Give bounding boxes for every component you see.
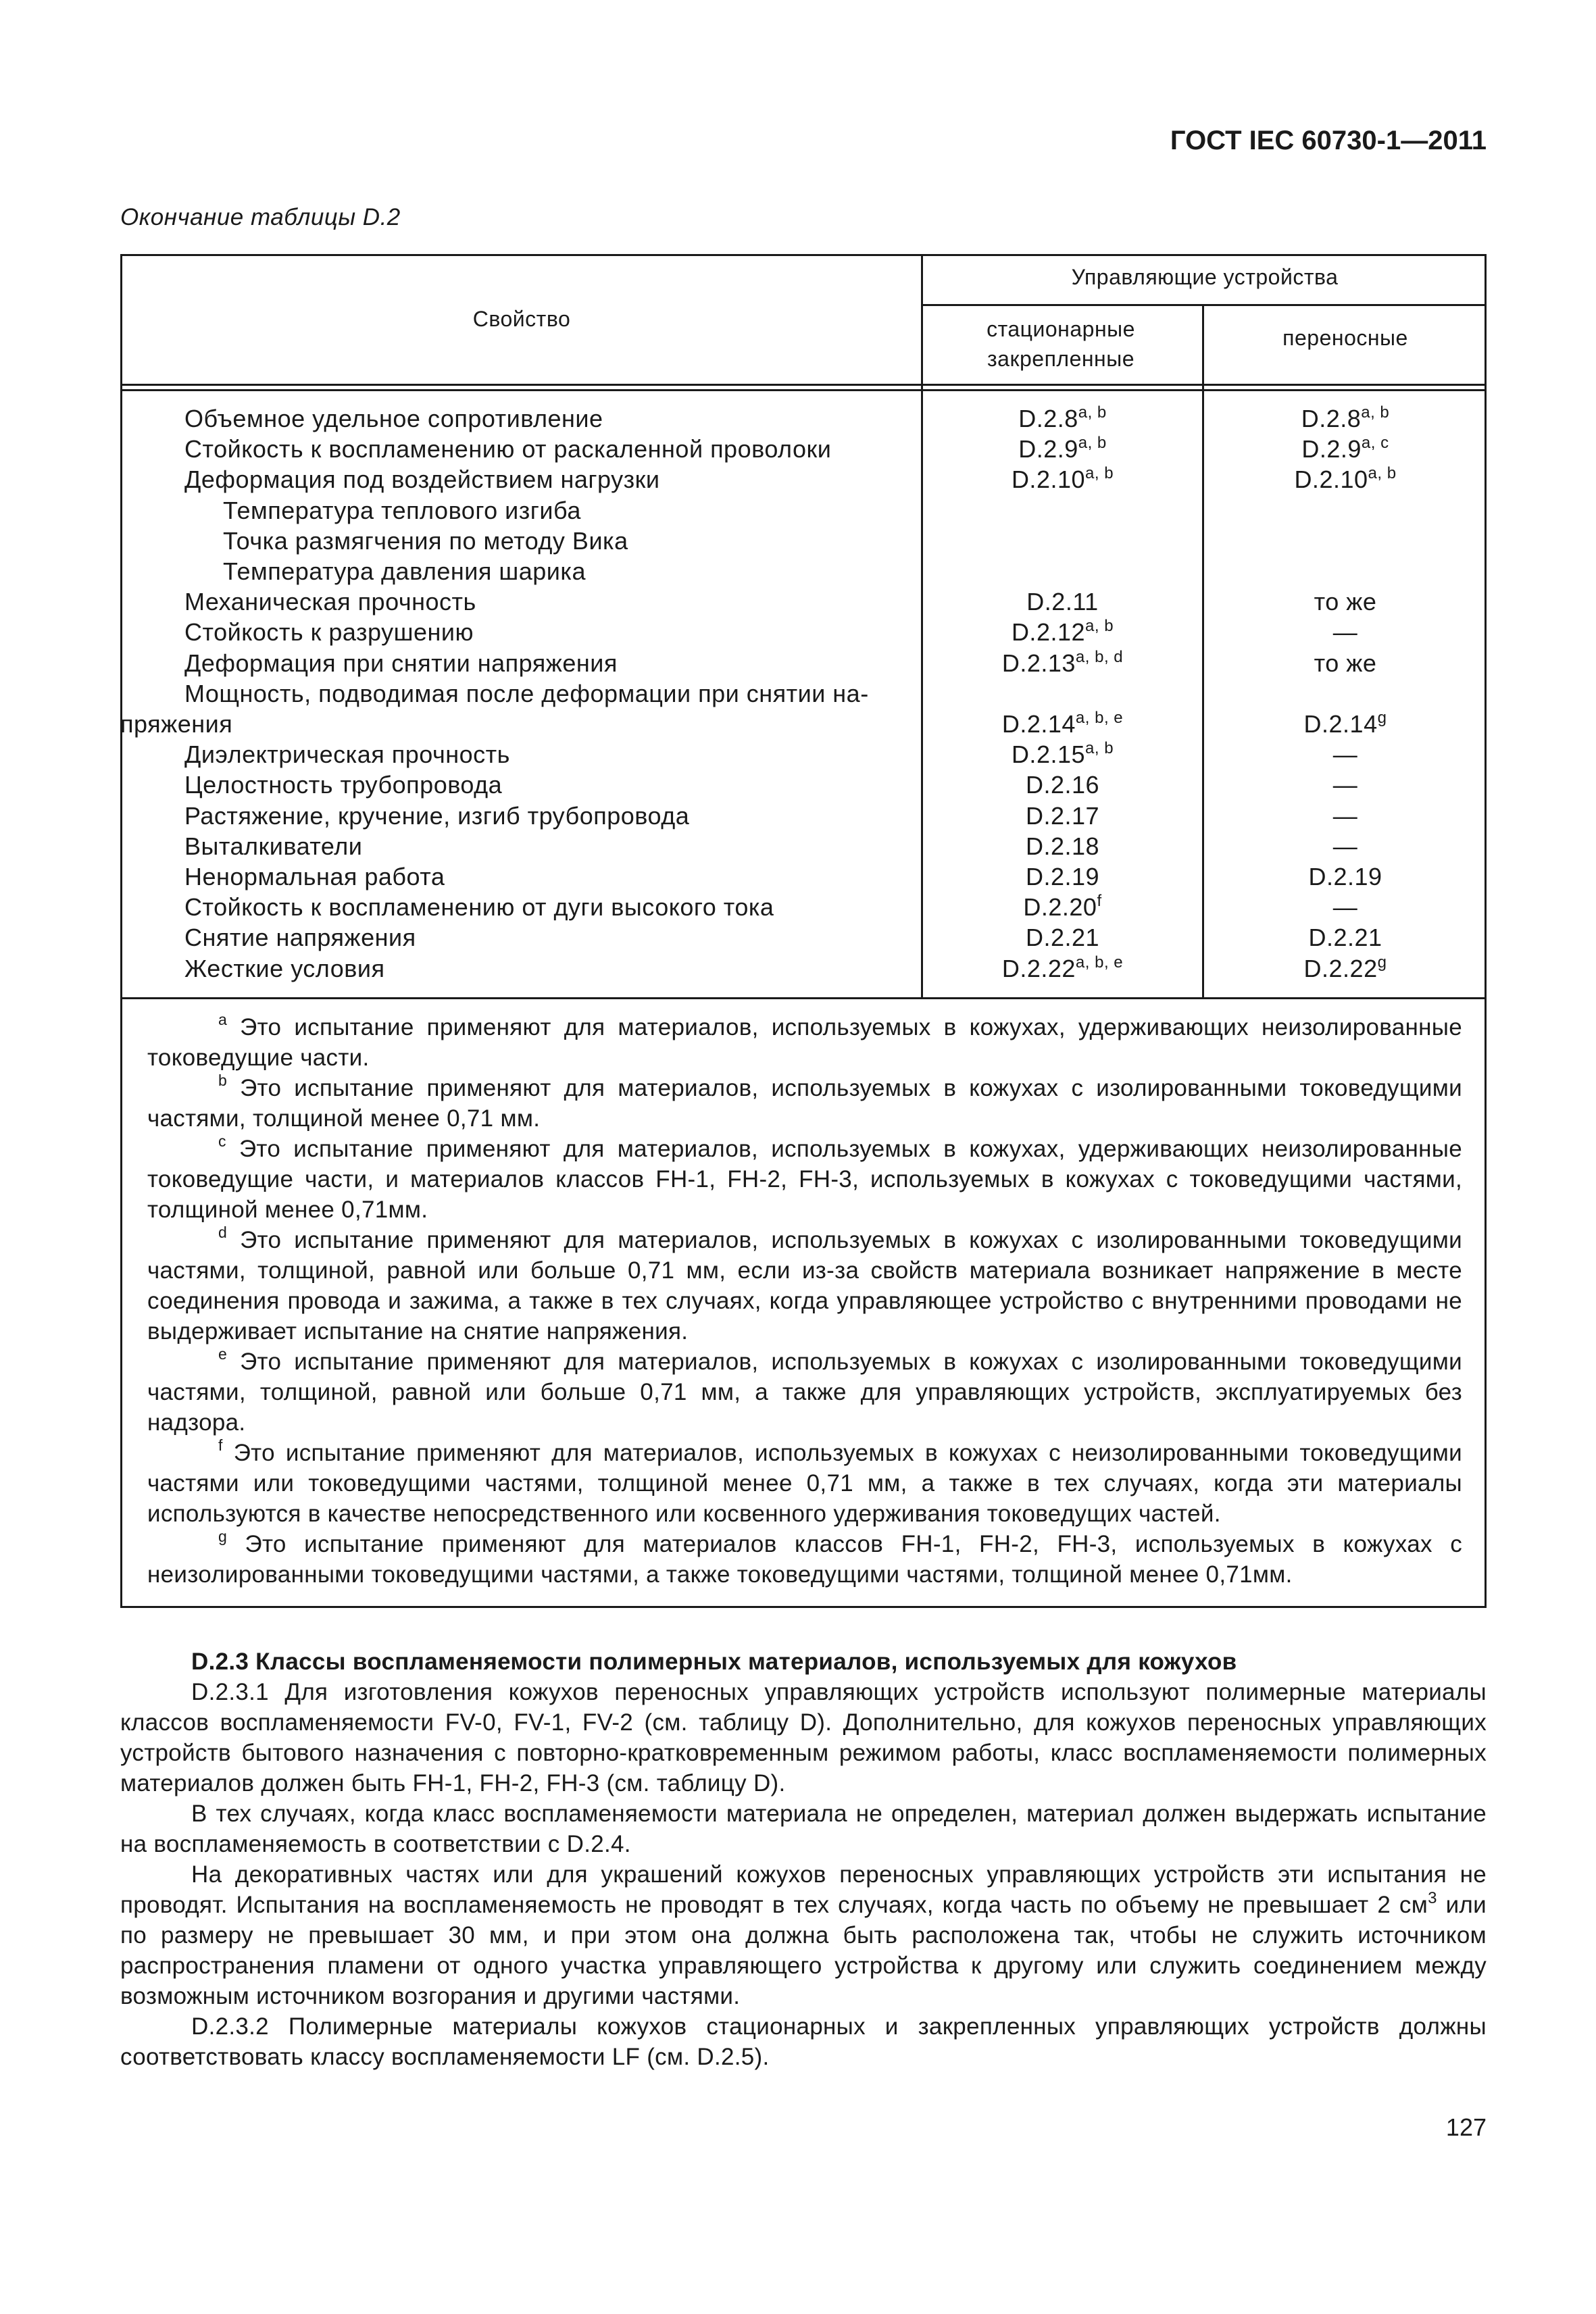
table-row-label: Стойкость к разрушению [184,618,474,646]
footnote-mark: c [218,1132,226,1150]
footnote-mark: b [218,1072,228,1089]
cell-value: D.2.10 [1294,466,1368,493]
cell-value: D.2.10 [1011,466,1086,493]
table-row-label: Выталкиватели [184,832,363,860]
section-heading: D.2.3 Классы воспламеняемости полимерных материалов, используемых для кожухов [191,1649,1237,1675]
table-cell-fixed [923,922,1202,953]
header-group: Управляющие устройства [1071,265,1339,289]
cell-value: D.2.8 [1301,405,1362,432]
table-cell-portable [1204,709,1487,739]
table-cell-fixed [923,648,1202,678]
cell-footnote-mark: a, b [1368,464,1397,482]
cell-value: D.2.11 [1026,588,1099,615]
cell-value: то же [1314,649,1377,677]
cell-value: — [1332,771,1358,799]
table-row-label: Точка размягчения по методу Вика [223,527,628,555]
section-body [120,1646,1487,2072]
table-divider-header [120,384,1487,386]
cell-value: D.2.21 [1025,924,1100,951]
table-cell-fixed [923,801,1202,831]
footnote-mark: g [218,1528,228,1545]
cell-footnote-mark: f [1097,892,1102,910]
table-cell-portable [1204,922,1487,953]
table-cell-portable [1204,617,1487,647]
table-divider-group [921,304,1487,306]
cell-value: то же [1314,588,1377,615]
cell-value: D.2.14 [1001,710,1076,738]
table-row-label: Температура теплового изгиба [223,497,581,524]
table-cell-portable [1204,892,1487,922]
cell-value: D.2.9 [1301,435,1362,463]
table-cell-portable [1204,953,1487,984]
table-row-label: Снятие напряжения [184,924,416,951]
table-row-label: Мощность, подводимая после деформации при снятии на- [184,680,869,707]
table-cell-fixed [923,617,1202,647]
footnote-mark: a [218,1011,228,1028]
table-cell-portable [1204,861,1487,892]
cell-value: — [1332,802,1358,830]
footnote [147,1012,1462,1073]
paragraph: D.2.3.2 Полимерные материалы кожухов стационарных и закрепленных управляющих устройств должны соответствовать классу воспламеняемости LF (см. D.2.5). [120,2013,1487,2070]
cell-value: D.2.15 [1011,740,1086,768]
cell-value: D.2.22 [1001,955,1076,982]
footnote-text: Это испытание применяют для материалов, используемых в кожухах, удерживающих неизолированные токоведущие части, и материалов классов FH-1, FH-2, FH-3, используемых в кожухах с токоведущими частями, толщиной менее 0,71мм. [147,1136,1462,1223]
document-header-title: ГОСТ IEC 60730-1—2011 [1170,126,1487,155]
table-cell-portable [1204,831,1487,861]
page-number: 127 [1445,2113,1487,2141]
table-footnotes [147,1012,1462,1590]
table-cell-portable [1204,648,1487,678]
cell-value: D.2.19 [1025,863,1100,890]
table-row-label: Деформация под воздействием нагрузки [184,466,660,493]
paragraph-part: или по размеру не превышает 30 мм, и при этом она должна быть расположена так, чтобы не служить источником распространения пламени от одного участка управляющего устройства к другому или служить соединением между возможным источником возгорания и другими частями. [120,1892,1487,2009]
table-row-label: Жесткие условия [184,955,385,982]
cell-value: D.2.21 [1308,924,1382,951]
footnote [147,1438,1462,1529]
footnote-mark: e [218,1345,228,1363]
cell-value: — [1332,618,1358,646]
paragraph [120,1859,1487,2011]
table-row-label: Стойкость к воспламенению от раскаленной проволоки [184,435,832,463]
table-cell-fixed [923,861,1202,892]
table-row-label: Стойкость к воспламенению от дуги высокого тока [184,893,774,921]
cell-footnote-mark: a, b, d [1075,648,1124,666]
cell-footnote-mark: g [1377,953,1387,972]
table-caption: Окончание таблицы D.2 [120,204,401,230]
cell-value: D.2.22 [1303,955,1378,982]
table-cell-portable [1204,464,1487,495]
footnote-text: Это испытание применяют для материалов, используемых в кожухах с изолированными токоведущими частями, толщиной, равной или больше 0,71 мм, если из-за свойств материала возникает напряжение в месте соединения провода и зажима, а также в тех случаях, когда управляющее устройство с внутренними проводами не выдерживает испытание на снятие напряжения. [147,1227,1462,1344]
table-cell-portable [1204,770,1487,800]
table-cell-fixed [923,464,1202,495]
table-row-label: Температура давления шарика [223,557,586,585]
table-row-label: Диэлектрическая прочность [184,740,510,768]
paragraph: В тех случаях, когда класс воспламеняемости материала не определен, материал должен выдержать испытание на воспламеняемость в соответствии с D.2.4. [120,1801,1487,1857]
cell-footnote-mark: a, b [1085,739,1114,757]
table-cell-fixed [923,892,1202,922]
table-cell-fixed [923,586,1202,617]
cell-value: D.2.16 [1025,771,1100,799]
footnote [147,1529,1462,1590]
table-row-label: Целостность трубопровода [184,771,503,799]
cell-value: — [1332,893,1358,921]
cell-footnote-mark: a, b [1078,403,1107,422]
paragraph: D.2.3.1 Для изготовления кожухов переносных управляющих устройств используют полимерные материалы классов воспламеняемости FV-0, FV-1, FV-2 (см. таблицу D). Дополнительно, для кожухов переносных управляющих устройств бытового назначения с повторно-кратковременным режимом работы, класс воспламеняемости полимерных материалов должен быть FH-1, FH-2, FH-3 (см. таблицу D). [120,1679,1487,1796]
footnote [147,1134,1462,1225]
cell-footnote-mark: a, c [1361,434,1389,452]
table-cell-fixed [923,739,1202,770]
table-divider-header-2 [120,389,1487,391]
table-row-label: Механическая прочность [184,588,476,615]
table-cell-fixed [923,831,1202,861]
cell-footnote-mark: a, b, e [1075,709,1124,727]
footnote-text: Это испытание применяют для материалов, используемых в кожухах с изолированными токоведущими частями, толщиной менее 0,71 мм. [147,1075,1462,1132]
table-cell-portable [1204,801,1487,831]
superscript: 3 [1428,1889,1437,1907]
header-property: Свойство [472,307,571,331]
cell-footnote-mark: a, b [1361,403,1390,422]
cell-value: — [1332,832,1358,860]
table-cell-fixed [923,709,1202,739]
table-divider-footnotes [120,997,1487,999]
cell-value: D.2.19 [1308,863,1382,890]
table-row-label: пряжения [120,710,233,738]
table-row-label: Растяжение, кручение, изгиб трубопровода [184,802,690,830]
paragraph-part: На декоративных частях или для украшений кожухов переносных управляющих устройств эти испытания не проводят. Испытания на воспламеняемость не проводят в тех случаях, когда часть по объему не превышает 2 см [120,1861,1487,1918]
footnote-mark: d [218,1224,228,1241]
footnote-text: Это испытание применяют для материалов классов FH-1, FH-2, FH-3, используемых в кожухах с неизолированными токоведущими частями, а также токоведущими частями, толщиной менее 0,71мм. [147,1531,1462,1588]
footnote [147,1347,1462,1438]
table-row-label: Деформация при снятии напряжения [184,649,618,677]
table-cell-fixed [923,403,1202,434]
table-cell-portable [1204,403,1487,434]
cell-value: D.2.13 [1001,649,1076,677]
table-row-label: Ненормальная работа [184,863,445,890]
table-cell-fixed [923,770,1202,800]
cell-value: D.2.12 [1011,618,1086,646]
cell-value: D.2.17 [1025,802,1100,830]
cell-footnote-mark: a, b, e [1075,953,1124,972]
footnote-mark: f [218,1436,223,1454]
table-cell-portable [1204,434,1487,464]
table-cell-fixed [923,434,1202,464]
header-fixed: стационарные закрепленные [987,317,1135,371]
footnote [147,1073,1462,1134]
cell-footnote-mark: g [1377,709,1387,727]
cell-value: D.2.14 [1303,710,1378,738]
cell-footnote-mark: a, b [1085,464,1114,482]
cell-value: D.2.8 [1018,405,1078,432]
footnote-text: Это испытание применяют для материалов, используемых в кожухах с неизолированными токоведущими частями или токоведущими частями, толщиной менее 0,71 мм, а также в тех случаях, когда эти материалы используются в качестве непосредственного или косвенного удерживания токоведущих частей. [147,1440,1462,1527]
table-cell-portable [1204,586,1487,617]
cell-value: — [1332,740,1358,768]
cell-footnote-mark: a, b [1078,434,1107,452]
table-cell-fixed [923,953,1202,984]
cell-value: D.2.9 [1018,435,1078,463]
cell-value: D.2.18 [1025,832,1100,860]
table-cell-portable [1204,739,1487,770]
footnote [147,1225,1462,1347]
table-row-label: Объемное удельное сопротивление [184,405,603,432]
cell-value: D.2.20 [1023,893,1097,921]
footnote-text: Это испытание применяют для материалов, используемых в кожухах, удерживающих неизолированные токоведущие части. [147,1014,1462,1071]
header-portable: переносные [1282,326,1408,350]
footnote-text: Это испытание применяют для материалов, используемых в кожухах с изолированными токоведущими частями, толщиной, равной или больше 0,71 мм, а также для управляющих устройств, эксплуатируемых без надзора. [147,1349,1462,1436]
cell-footnote-mark: a, b [1085,617,1114,635]
